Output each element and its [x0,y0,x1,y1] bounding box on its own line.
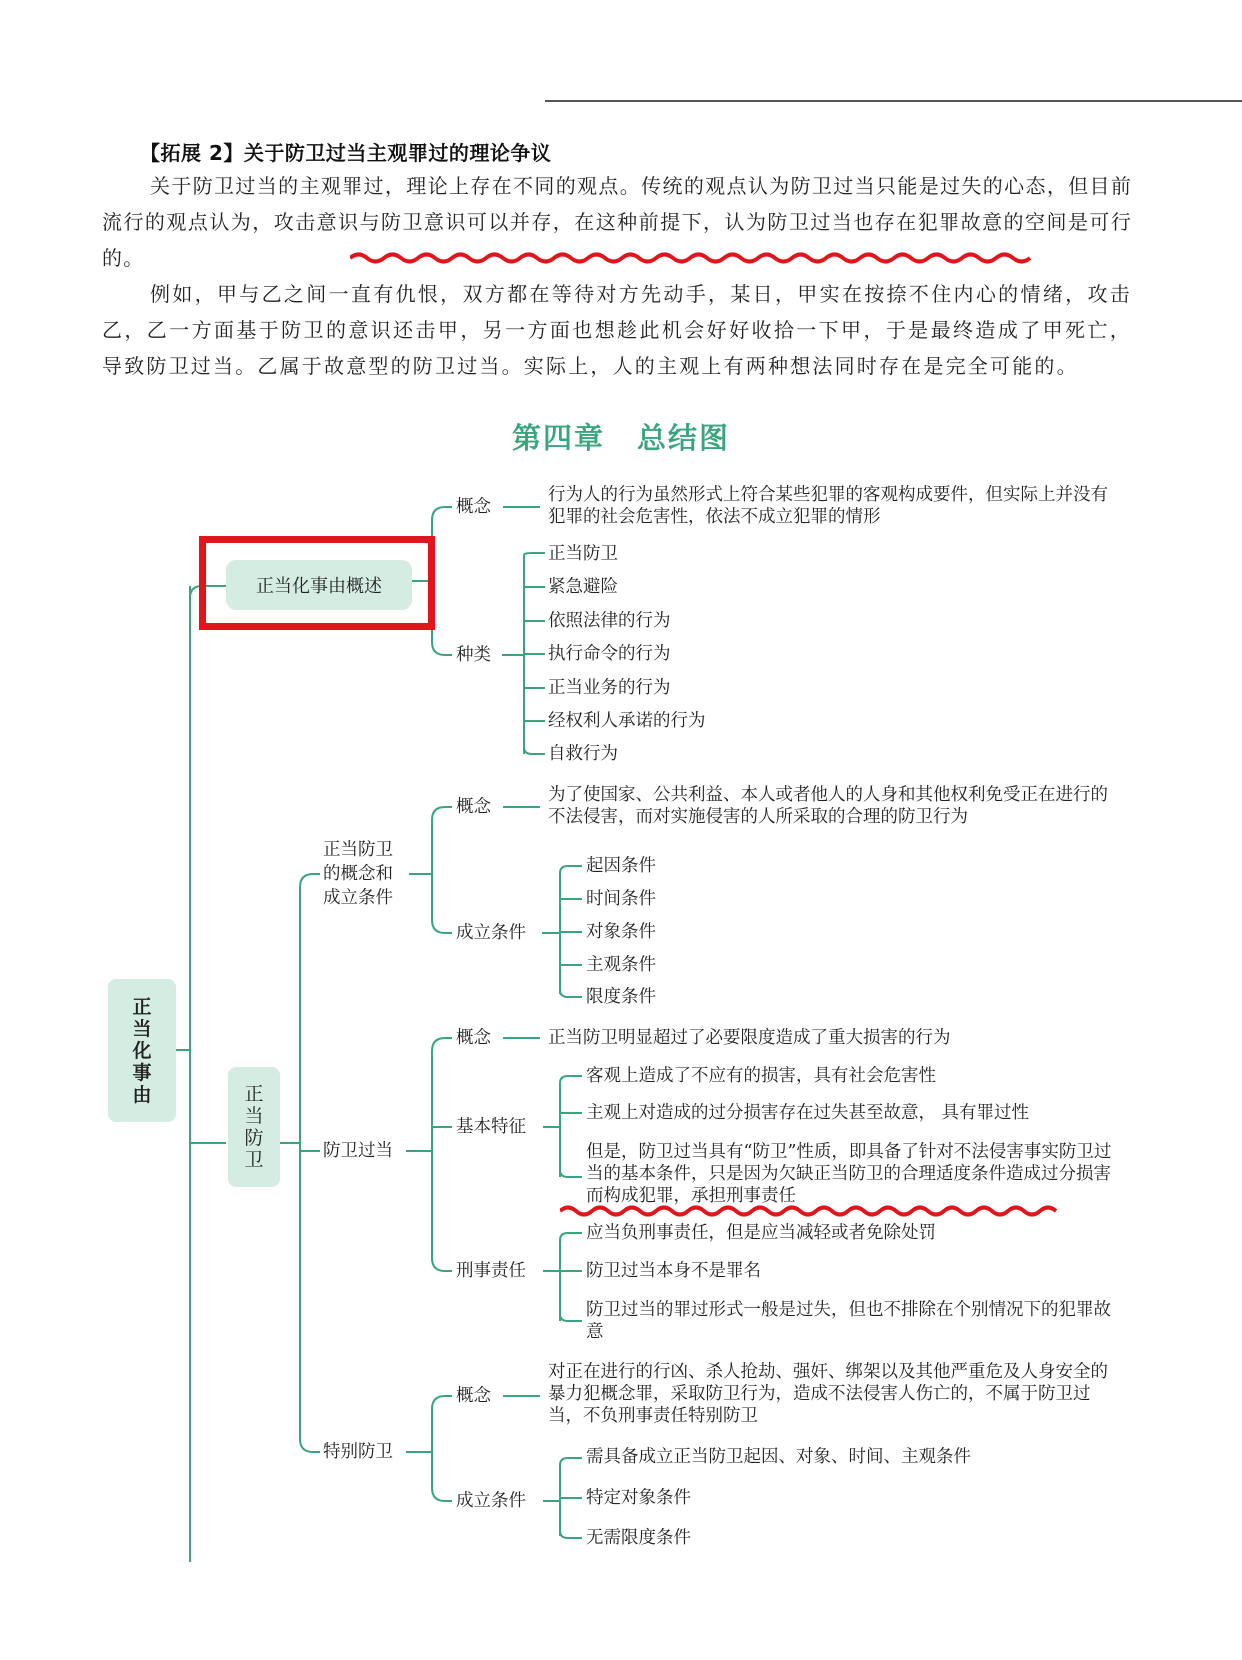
excess-concept-text: 正当防卫明显超过了必要限度造成了重大损害的行为 [548,1028,951,1048]
overview-types-label: 种类 [456,645,491,665]
overview-type: 紧急避险 [548,577,618,597]
overview-type: 自救行为 [548,744,618,764]
root-char: 当 [132,1017,152,1040]
defense-char: 正 [244,1083,264,1105]
excess-label: 防卫过当 [323,1141,393,1161]
group-label-line: 的概念和 [323,864,393,884]
defense-char: 防 [244,1127,264,1149]
special-conditions-label: 成立条件 [456,1491,526,1511]
group-label-line: 正当防卫 [323,840,393,860]
defense-condition: 起因条件 [586,856,656,876]
chart-name: 总结图 [637,421,731,455]
defense-condition: 时间条件 [586,889,656,909]
overview-concept-text: 行为人的行为虽然形式上符合某些犯罪的客观构成要件，但实际上并没有犯罪的社会危害性，依法不成立犯罪的情形 [548,485,1108,527]
overview-type: 正当防卫 [548,544,618,564]
defense-concept-label: 概念 [456,797,491,817]
extension-title: 【拓展 2】关于防卫过当主观罪过的理论争议 [140,141,552,165]
defense-char: 当 [244,1105,264,1127]
overview-type: 依照法律的行为 [548,611,671,631]
wavy-underline-2 [560,1203,1070,1219]
excess-concept-label: 概念 [456,1028,491,1048]
excess-features-label: 基本特征 [456,1117,526,1137]
defense-concept-text: 为了使国家、公共利益、本人或者他人的人身和其他权利免受正在进行的不法侵害，而对实施侵害的人所采取的合理的防卫行为 [548,785,1108,827]
special-concept-text: 对正在进行的行凶、杀人抢劫、强奸、绑架以及其他严重危及人身安全的暴力犯概念罪，采取防卫行为，造成不法侵害人伤亡的，不属于防卫过当，不负刑事责任特别防卫 [548,1362,1108,1426]
extension-paragraph-1: 关于防卫过当的主观罪过，理论上存在不同的观点。传统的观点认为防卫过当只能是过失的心态，但目前流行的观点认为，攻击意识与防卫意识可以并存，在这种前提下，认为防卫过当也存在犯罪故意的空间是可行的。 [102,174,1132,270]
overview-type: 经权利人承诺的行为 [548,711,706,731]
root-char: 由 [132,1083,152,1106]
excess-feature: 但是，防卫过当具有“防卫”性质，即具备了针对不法侵害事实防卫过当的基本条件，只是因为欠缺正当防卫的合理适度条件造成过分损害而构成犯罪，承担刑事责任 [586,1142,1112,1206]
root-char: 化 [132,1039,152,1062]
special-label: 特别防卫 [323,1442,393,1462]
overview-concept-label: 概念 [456,497,491,517]
overview-type: 执行命令的行为 [548,644,671,664]
special-condition: 需具备成立正当防卫起因、对象、时间、主观条件 [586,1447,971,1467]
root-char: 事 [132,1061,152,1084]
defense-condition: 对象条件 [586,922,656,942]
root-char: 正 [132,995,152,1018]
overview-node: 正当化事由概述 [226,560,412,610]
root-node [108,979,176,1122]
excess-feature: 主观上对造成的过分损害存在过失甚至故意， 具有罪过性 [586,1103,1030,1123]
extension-paragraph-2: 例如，甲与乙之间一直有仇恨，双方都在等待对方先动手，某日，甲实在按捺不住内心的情绪，攻击乙，乙一方面基于防卫的意识还击甲，另一方面也想趁此机会好好收拾一下甲，于是最终造成了甲死亡，导致防卫过当。乙属于故意型的防卫过当。实际上，人的主观上有两种想法同时存在是完全可能的。 [102,282,1132,378]
chapter-label: 第四章 [511,421,605,455]
excess-feature: 客观上造成了不应有的损害，具有社会危害性 [586,1066,936,1086]
special-condition: 特定对象条件 [586,1488,691,1508]
defense-condition: 限度条件 [586,987,656,1007]
excess-liability: 防卫过当本身不是罪名 [586,1261,761,1281]
excess-liability-label: 刑事责任 [456,1261,526,1281]
defense-char: 卫 [244,1149,264,1171]
group-label-line: 成立条件 [323,888,393,908]
excess-liability: 防卫过当的罪过形式一般是过失，但也不排除在个别情况下的犯罪故意 [586,1300,1111,1342]
excess-liability: 应当负刑事责任，但是应当减轻或者免除处罚 [586,1223,936,1243]
defense-node [228,1067,280,1187]
defense-condition: 主观条件 [586,955,656,975]
defense-conditions-label: 成立条件 [456,923,526,943]
overview-type: 正当业务的行为 [548,678,671,698]
defense-concept-group-label [323,838,393,910]
special-condition: 无需限度条件 [586,1528,691,1548]
highlight-box [199,536,435,630]
special-concept-label: 概念 [456,1386,491,1406]
